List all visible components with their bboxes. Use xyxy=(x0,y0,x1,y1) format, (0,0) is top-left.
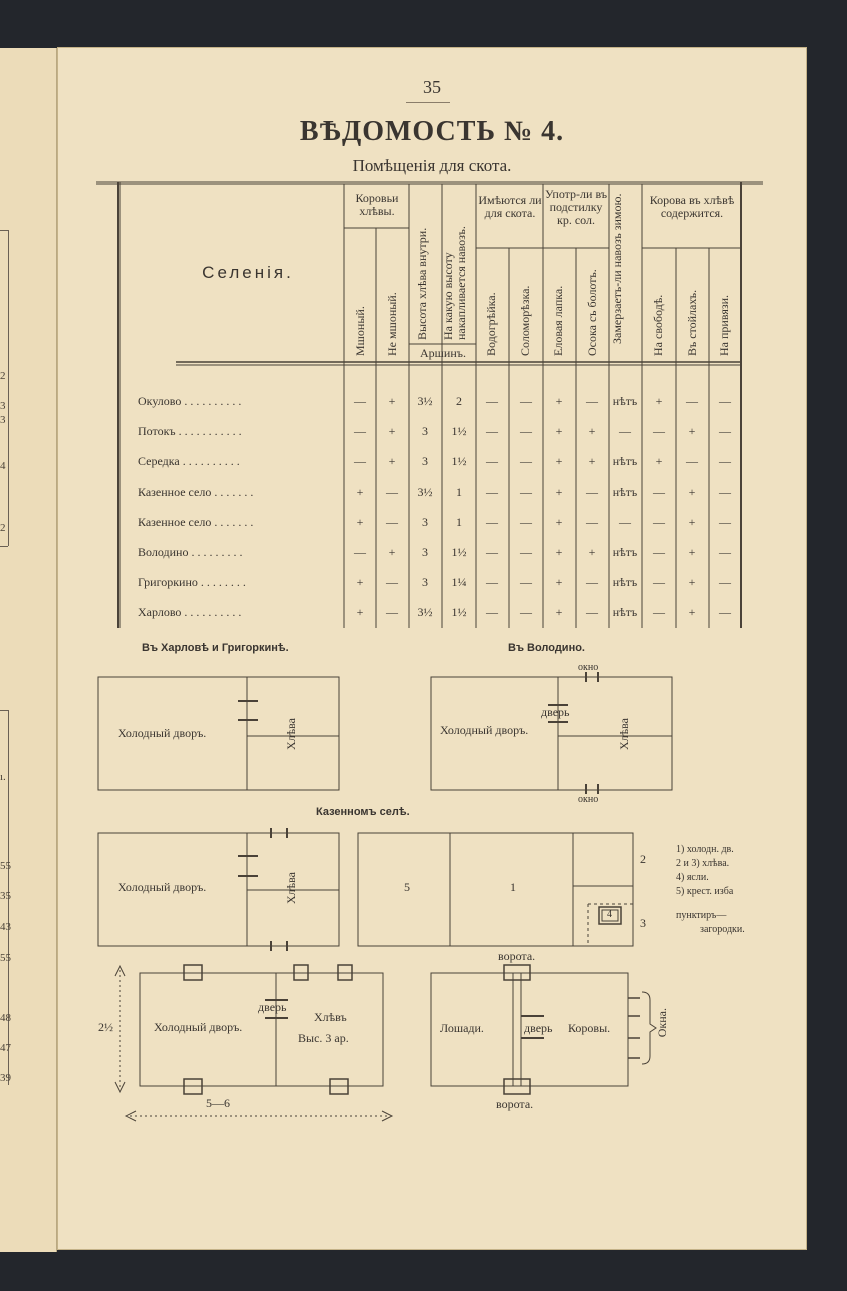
header-group-available: Имѣются ли для скота. xyxy=(478,193,542,220)
table-cell: 1¼ xyxy=(451,575,467,589)
header-stalls: Въ стойлахъ. xyxy=(685,289,699,356)
table-cell: нѣтъ xyxy=(612,605,638,619)
gates-label: ворота. xyxy=(498,949,536,963)
table-cell: — xyxy=(486,575,498,589)
left-page-fragment: 2 xyxy=(0,370,6,382)
table-cell: — xyxy=(486,454,498,468)
table-cell: 1½ xyxy=(451,545,467,559)
table-cell: — xyxy=(653,485,665,499)
table-cell: + xyxy=(356,515,364,529)
table-cell: — xyxy=(386,485,398,499)
windows-label: Окна. xyxy=(655,1008,669,1038)
table-cell: — xyxy=(386,515,398,529)
left-page-fragment: 35 xyxy=(0,890,11,902)
page-number: 35 xyxy=(423,77,441,97)
left-page-fragment: 43 xyxy=(0,921,11,933)
table-cell: 3½ xyxy=(417,394,433,408)
room-number-1: 1 xyxy=(510,880,516,894)
table-cell: — xyxy=(686,394,698,408)
table-cell: — xyxy=(719,454,731,468)
table-cell: — xyxy=(486,605,498,619)
door-label: дверь xyxy=(524,1021,553,1035)
header-waterer: Водогрѣйка. xyxy=(484,292,498,356)
village-name: Потокъ . . . . . . . . . . . xyxy=(138,424,242,438)
table-cell: нѣтъ xyxy=(612,575,638,589)
table-cell: + xyxy=(555,545,563,559)
header-villages: Селенія. xyxy=(202,263,294,282)
header-height-inside: Высота хлѣва внутри. xyxy=(415,227,429,340)
left-page-fragment: 39 xyxy=(0,1072,11,1084)
legend-line: 2 и 3) хлѣва. xyxy=(676,858,730,869)
header-spruce: Еловая лапка. xyxy=(551,285,565,356)
table-cell: + xyxy=(356,485,364,499)
table-cell: 1 xyxy=(456,515,462,529)
village-name: Харлово . . . . . . . . . . xyxy=(138,605,242,619)
table-cell: + xyxy=(388,545,396,559)
table-cell: + xyxy=(555,424,563,438)
table-cell: + xyxy=(655,394,663,408)
room-number-5: 5 xyxy=(404,880,410,894)
table-cell: — xyxy=(719,424,731,438)
table-cell: 3 xyxy=(422,545,428,559)
legend-line: загородки. xyxy=(700,924,745,935)
room-number-2: 2 xyxy=(640,852,646,866)
table-cell: — xyxy=(586,605,598,619)
door-label: дверь xyxy=(541,705,570,719)
table-cell: + xyxy=(388,454,396,468)
table-cell: нѣтъ xyxy=(612,545,638,559)
table-cell: — xyxy=(386,605,398,619)
table-cell: 1½ xyxy=(451,424,467,438)
header-straw-cutter: Соломорѣзка. xyxy=(518,285,532,356)
table-cell: + xyxy=(688,485,696,499)
barn-height-label: Выс. 3 ар. xyxy=(298,1031,349,1045)
table-cell: 3½ xyxy=(417,485,433,499)
table-cell: 1½ xyxy=(451,454,467,468)
table-cell: + xyxy=(356,575,364,589)
table-cell: нѣтъ xyxy=(612,485,638,499)
table-cell: — xyxy=(653,605,665,619)
table-cell: — xyxy=(520,605,532,619)
caption-volodino: Въ Володино. xyxy=(508,642,585,654)
table-cell: — xyxy=(719,545,731,559)
table-cell: — xyxy=(653,515,665,529)
caption-kharlovo: Въ Харловѣ и Григоркинѣ. xyxy=(142,642,289,654)
table-cell: — xyxy=(520,515,532,529)
table-cell: — xyxy=(619,515,631,529)
cold-yard-label: Холодный дворъ. xyxy=(440,723,529,737)
barn-label-simple: Хлѣвъ xyxy=(314,1010,347,1024)
document-title: ВѢДОМОСТЬ № 4. xyxy=(299,116,565,147)
table-cell: — xyxy=(354,424,366,438)
village-name: Казенное село . . . . . . . xyxy=(138,515,254,529)
table-cell: + xyxy=(688,575,696,589)
left-page-rule xyxy=(0,546,8,547)
left-page-edge xyxy=(0,48,57,1252)
table-cell: — xyxy=(520,575,532,589)
table-cell: + xyxy=(555,515,563,529)
header-group-cow-kept: Корова въ хлѣвѣ содержится. xyxy=(649,193,735,220)
table-cell: + xyxy=(588,454,596,468)
header-mshony: Мшоный. xyxy=(353,306,367,356)
table-cell: + xyxy=(388,424,396,438)
table-cell: 1½ xyxy=(451,605,467,619)
table-cell: — xyxy=(586,394,598,408)
table-cell: + xyxy=(555,454,563,468)
table-cell: — xyxy=(586,575,598,589)
left-page-fragment: 3 xyxy=(0,414,6,426)
cold-yard-label: Холодный дворъ. xyxy=(118,726,207,740)
table-cell: 3½ xyxy=(417,605,433,619)
cold-yard-label: Холодный дворъ. xyxy=(154,1020,243,1034)
left-page-fragment: 3 xyxy=(0,400,6,412)
dimension-height: 2½ xyxy=(98,1020,113,1034)
table-cell: — xyxy=(486,485,498,499)
cold-yard-label: Холодный дворъ. xyxy=(118,880,207,894)
table-cell: — xyxy=(719,485,731,499)
table-cell: — xyxy=(586,485,598,499)
header-sedge: Осока съ болотъ. xyxy=(585,269,599,356)
table-cell: — xyxy=(486,424,498,438)
legend-line: 1) холодн. дв. xyxy=(676,844,734,855)
document-page xyxy=(58,48,806,1249)
barn-label: Хлѣва xyxy=(284,718,298,751)
table-cell: — xyxy=(354,454,366,468)
window-label: окно xyxy=(578,794,599,805)
barn-label: Хлѣва xyxy=(617,718,631,751)
header-manure-height: На какую высоту накапливается навозъ. xyxy=(441,226,468,340)
cows-label: Коровы. xyxy=(568,1021,611,1035)
table-cell: — xyxy=(719,394,731,408)
dimension-width: 5—6 xyxy=(206,1096,230,1110)
table-cell: — xyxy=(653,424,665,438)
village-name: Григоркино . . . . . . . . xyxy=(138,575,246,589)
table-cell: + xyxy=(555,575,563,589)
table-cell: — xyxy=(520,454,532,468)
left-page-rule xyxy=(0,230,8,231)
table-cell: + xyxy=(688,515,696,529)
table-cell: — xyxy=(686,454,698,468)
village-name: Окулово . . . . . . . . . . xyxy=(138,394,242,408)
header-group-bedding: Употр-ли въ подстилку кр. сол. xyxy=(544,187,608,227)
header-group-cowsheds: Коровьи хлѣвы. xyxy=(355,191,399,218)
legend-line: 5) крест. изба xyxy=(676,886,734,897)
table-cell: — xyxy=(619,424,631,438)
document-subtitle: Помѣщенія для скота. xyxy=(352,156,512,175)
table-cell: + xyxy=(688,545,696,559)
horses-label: Лошади. xyxy=(440,1021,484,1035)
gates-label: ворота. xyxy=(496,1097,534,1111)
table-cell: — xyxy=(719,515,731,529)
table-cell: + xyxy=(555,485,563,499)
table-cell: + xyxy=(688,424,696,438)
legend-line: 4) ясли. xyxy=(676,872,709,883)
table-cell: 3 xyxy=(422,575,428,589)
table-cell: — xyxy=(653,545,665,559)
header-ne-mshony: Не мшоный. xyxy=(385,292,399,356)
table-cell: нѣтъ xyxy=(612,394,638,408)
window-label: окно xyxy=(578,662,599,673)
village-name: Казенное село . . . . . . . xyxy=(138,485,254,499)
table-cell: — xyxy=(354,545,366,559)
table-cell: 3 xyxy=(422,515,428,529)
village-name: Володино . . . . . . . . . xyxy=(138,545,243,559)
table-cell: 3 xyxy=(422,424,428,438)
table-cell: + xyxy=(588,424,596,438)
left-page-fragment: 4 xyxy=(0,460,6,472)
legend-line: пунктиръ— xyxy=(676,910,727,921)
left-page-rule xyxy=(0,710,8,711)
header-tethered: На привязи. xyxy=(717,294,731,356)
left-page-fragment: 55 xyxy=(0,860,11,872)
left-page-rule xyxy=(8,230,9,546)
room-number-4: 4 xyxy=(607,909,612,920)
table-cell: — xyxy=(520,485,532,499)
caption-kazennoe: Казенномъ селѣ. xyxy=(316,806,410,818)
table-cell: 3 xyxy=(422,454,428,468)
table-cell: — xyxy=(653,575,665,589)
table-cell: — xyxy=(719,605,731,619)
table-cell: — xyxy=(520,545,532,559)
table-cell: — xyxy=(719,575,731,589)
table-cell: + xyxy=(655,454,663,468)
table-cell: — xyxy=(586,515,598,529)
village-name: Середка . . . . . . . . . . xyxy=(138,454,240,468)
table-cell: — xyxy=(354,394,366,408)
table-cell: — xyxy=(520,394,532,408)
table-cell: — xyxy=(520,424,532,438)
table-cell: нѣтъ xyxy=(612,454,638,468)
table-cell: + xyxy=(555,605,563,619)
table-cell: + xyxy=(688,605,696,619)
table-cell: + xyxy=(588,545,596,559)
table-cell: — xyxy=(386,575,398,589)
door-label: дверь xyxy=(258,1000,287,1014)
header-manure-freeze: Замерзаетъ-ли навозъ зимою. xyxy=(610,193,624,344)
barn-label: Хлѣва xyxy=(284,872,298,905)
left-page-fragment: 47 xyxy=(0,1042,11,1054)
left-page-fragment: 48 xyxy=(0,1012,11,1024)
left-page-fragment: ı. xyxy=(0,771,6,783)
table-cell: — xyxy=(486,394,498,408)
table-cell: + xyxy=(388,394,396,408)
table-cell: + xyxy=(356,605,364,619)
header-unit: Аршинъ. xyxy=(420,346,466,360)
room-number-3: 3 xyxy=(640,916,646,930)
header-free: На свободѣ. xyxy=(651,294,665,356)
left-page-fragment: 55 xyxy=(0,952,11,964)
table-cell: 2 xyxy=(456,394,462,408)
table-cell: — xyxy=(486,545,498,559)
table-cell: — xyxy=(486,515,498,529)
table-cell: + xyxy=(555,394,563,408)
left-page-fragment: 2 xyxy=(0,522,6,534)
table-cell: 1 xyxy=(456,485,462,499)
